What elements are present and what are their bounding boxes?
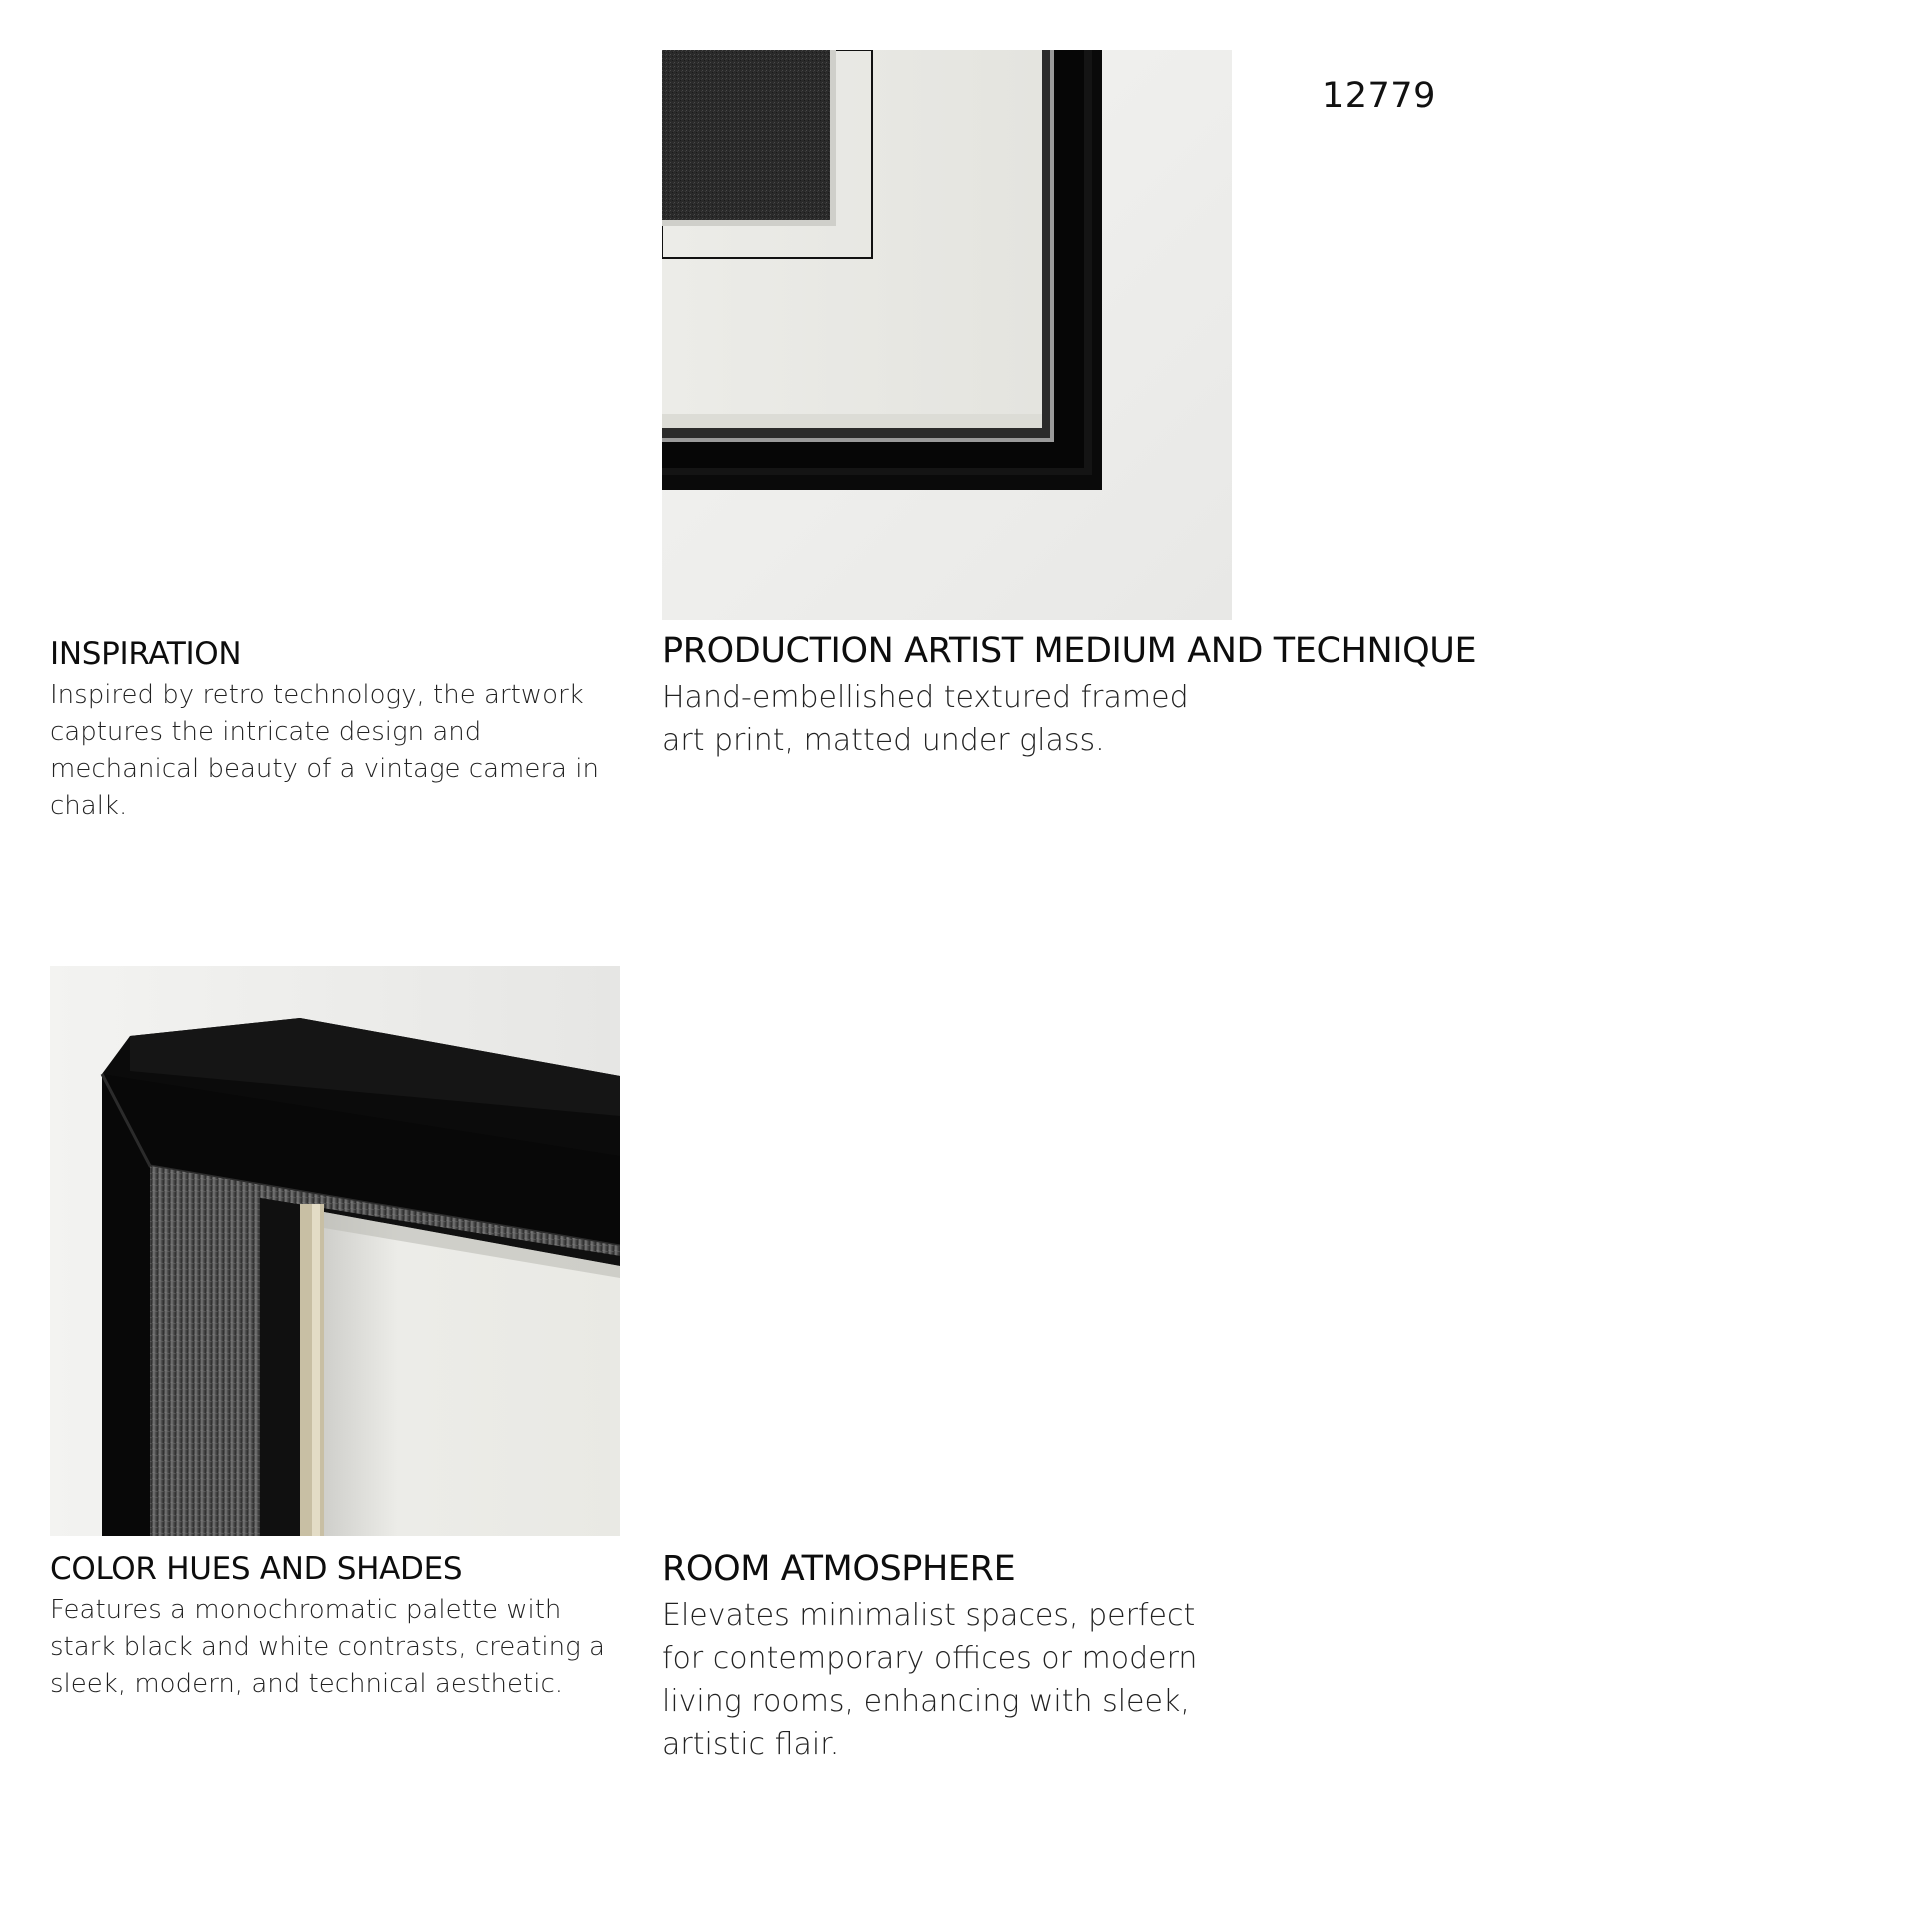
color-text: Features a monochromatic palette with stark black and white contrasts, creating a sleek, modern, and technical aesthetic. [50, 1595, 605, 1700]
room-section [662, 1548, 1222, 1766]
color-section [50, 1551, 630, 1703]
product-code: 12779 [1322, 76, 1436, 116]
color-heading: COLOR HUES AND SHADES [50, 1551, 463, 1587]
production-section [662, 630, 1562, 762]
production-heading: PRODUCTION ARTIST MEDIUM AND TECHNIQUE [662, 631, 1477, 671]
frame-edge-detail-photo [50, 966, 620, 1536]
inspiration-heading: INSPIRATION [50, 636, 242, 672]
inspiration-section [50, 636, 630, 825]
inspiration-text: Inspired by retro technology, the artwork captures the intricate design and mechanical beauty of a vintage camera in chalk. [50, 680, 599, 822]
production-text: Hand-embellished textured framed art print, matted under glass. [662, 680, 1189, 758]
framed-print-corner-photo [662, 50, 1232, 620]
room-text: Elevates minimalist spaces, perfect for contemporary offices or modern living rooms, enhancing with sleek, artistic flair. [662, 1598, 1198, 1762]
room-heading: ROOM ATMOSPHERE [662, 1549, 1016, 1589]
